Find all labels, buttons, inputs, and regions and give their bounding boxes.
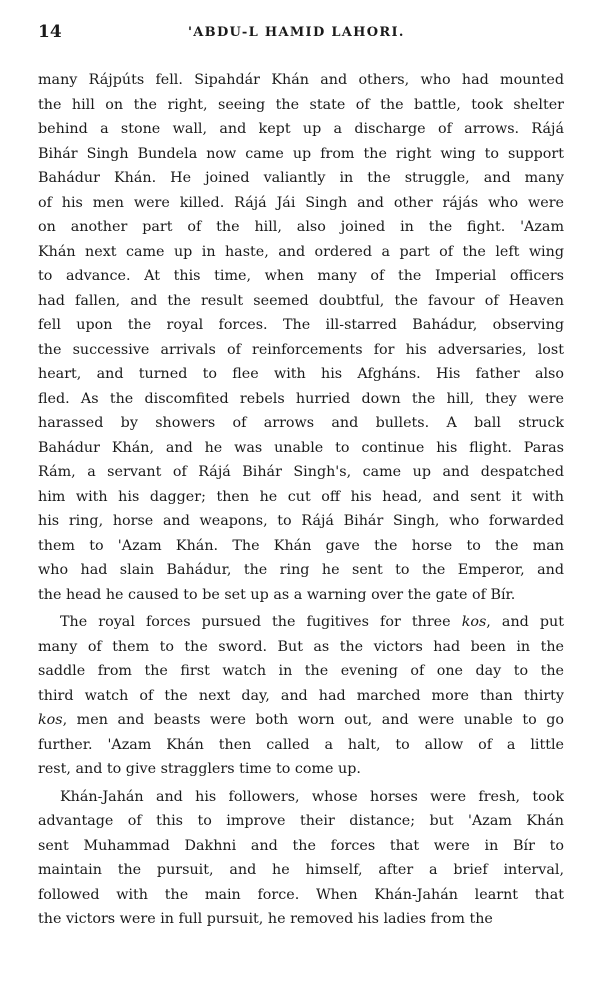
text-line: fled. As the discomfited rebels hurried down the hill, they were (38, 390, 564, 407)
text-line: them to 'Azam Khán. The Khán gave the horse to the man (38, 537, 564, 554)
text-body (38, 68, 564, 932)
text-line: the victors were in full pursuit, he removed his ladies from the (38, 911, 493, 927)
text-line: saddle from the first watch in the evening of one day to the (38, 663, 564, 679)
italic-term: kos (38, 712, 63, 728)
running-title: 'ABDU-L HAMID LAHORI. (188, 25, 405, 40)
paragraph-container (38, 68, 564, 932)
text-line: many Rájpúts fell. Sipahdár Khán and others, who had mounted (38, 72, 564, 88)
text-line: many of them to the sword. But as the victors had been in the (38, 638, 564, 655)
text-line: followed with the main force. When Khán-Jahán learnt that (38, 886, 564, 903)
text-line: kos, men and beasts were both worn out, and were unable to go (38, 712, 564, 728)
running-head (38, 22, 562, 46)
text-line: fell upon the royal forces. The ill-starred Bahádur, observing (38, 317, 564, 333)
text-line: behind a stone wall, and kept up a discharge of arrows. Rájá (38, 121, 564, 137)
text-line: harassed by showers of arrows and bullets. A ball struck (38, 415, 564, 431)
text-line: rest, and to give stragglers time to come up. (38, 761, 361, 777)
paragraph (38, 68, 564, 607)
text-line: Bahádur Khán, and he was unable to continue his flight. Paras (38, 439, 564, 456)
text-line: to advance. At this time, when many of the Imperial officers (38, 268, 564, 284)
text-line: sent Muhammad Dakhni and the forces that were in Bír to (38, 837, 564, 854)
text-line: heart, and turned to flee with his Afgháns. His father also (38, 366, 564, 382)
text-line: The royal forces pursued the fugitives for three kos, and put (60, 614, 564, 630)
text-line: Khán-Jahán and his followers, whose horses were fresh, took (60, 788, 564, 805)
text-line: maintain the pursuit, and he himself, after a brief interval, (38, 862, 564, 878)
text-line: the head he caused to be set up as a warning over the gate of Bír. (38, 586, 516, 603)
text-line: advantage of this to improve their distance; but 'Azam Khán (38, 813, 564, 829)
text-line: Rám, a servant of Rájá Bihár Singh's, came up and despatched (38, 464, 564, 480)
text-line: of his men were killed. Rájá Jái Singh and other rájás who were (38, 194, 564, 211)
text-line: Bahádur Khán. He joined valiantly in the struggle, and many (38, 170, 564, 186)
paragraph (38, 785, 564, 932)
text-line: had fallen, and the result seemed doubtful, the favour of Heaven (38, 292, 564, 309)
text-line: Bihár Singh Bundela now came up from the right wing to support (38, 145, 564, 162)
text-line: the hill on the right, seeing the state of the battle, took shelter (38, 96, 564, 113)
text-line: him with his dagger; then he cut off his head, and sent it with (38, 488, 564, 505)
text-line: further. 'Azam Khán then called a halt, to allow of a little (38, 736, 564, 753)
text-line: the successive arrivals of reinforcements for his adversaries, lost (38, 341, 564, 358)
paragraph (38, 610, 564, 782)
text-line: third watch of the next day, and had marched more than thirty (38, 687, 564, 704)
italic-term: kos (461, 614, 487, 630)
text-line: on another part of the hill, also joined in the fight. 'Azam (38, 219, 564, 235)
text-line: Khán next came up in haste, and ordered a part of the left wing (38, 243, 564, 260)
text-line: who had slain Bahádur, the ring he sent to the Emperor, and (38, 562, 564, 578)
text-line: his ring, horse and weapons, to Rájá Bihár Singh, who forwarded (38, 513, 564, 529)
page-number: 14 (38, 22, 62, 42)
